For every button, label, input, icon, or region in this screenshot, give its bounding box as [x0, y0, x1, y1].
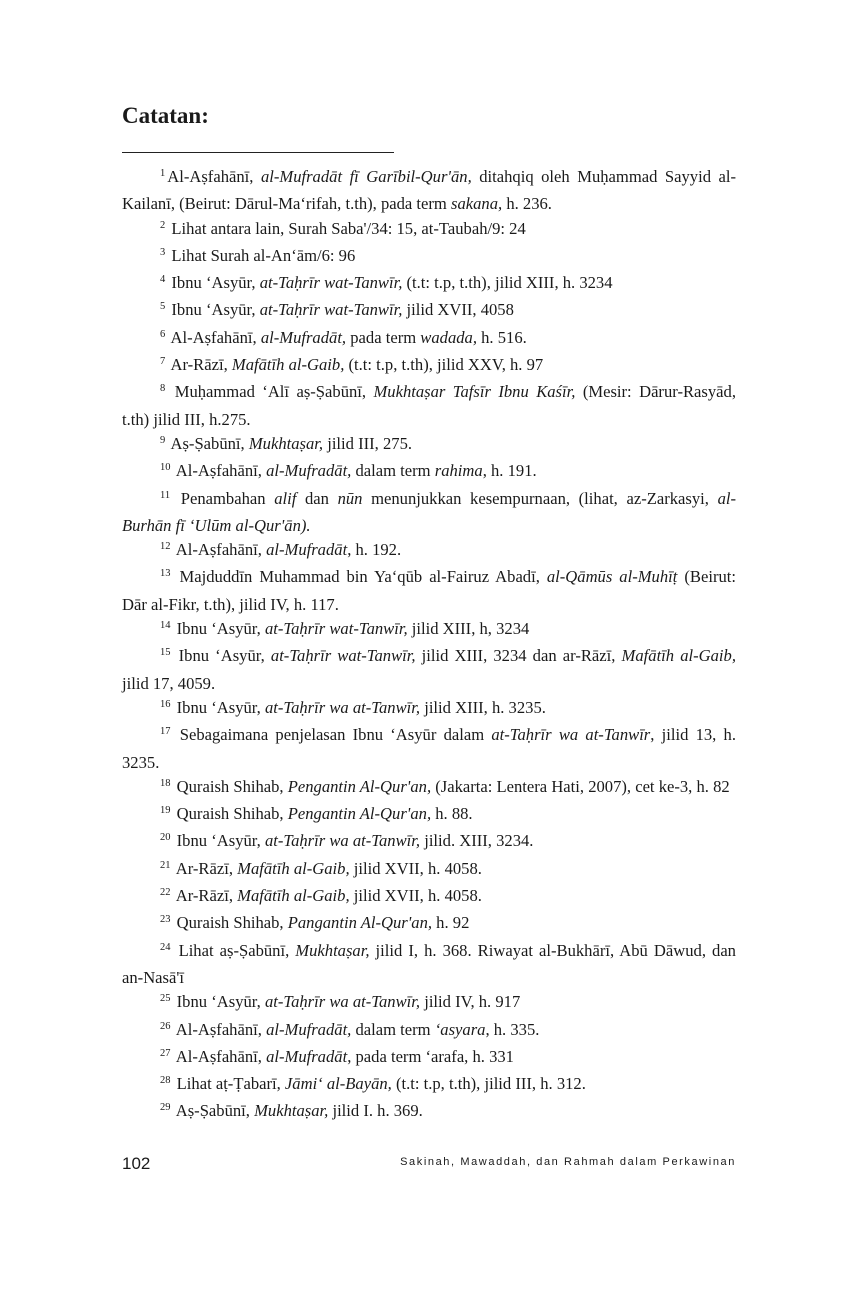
footnote	[122, 432, 736, 459]
footnote-text: Al-Aṣfahānī,	[175, 540, 267, 560]
footnote	[122, 802, 736, 829]
footnote-italic-text: at-Taḥrīr wat-Tanwīr,	[259, 300, 403, 320]
footnote-text: jilid XIII, h. 3235.	[420, 697, 546, 717]
footnote-italic-text: al-Mufradāt,	[260, 327, 347, 347]
footnote-number: 25	[160, 993, 171, 1005]
footnote-number: 18	[160, 777, 171, 789]
footnote-number: 26	[160, 1020, 171, 1032]
footnote-italic-text: ‘asyara	[434, 1019, 486, 1039]
footnote-text: , jilid 13, h. 3235.	[122, 725, 736, 772]
footnote-text: pada term	[346, 327, 421, 347]
footnote-text: Aṣ-Ṣabūnī,	[170, 433, 249, 453]
footnote-text: Lihat aṭ-Ṭabarī,	[176, 1074, 285, 1094]
footnote-text: dalam term	[351, 461, 435, 481]
footnote-number: 3	[160, 246, 166, 258]
footnote-text: Ibnu ‘Asyūr,	[171, 273, 260, 293]
footnote	[122, 538, 736, 565]
footnote-italic-text: Mafātīh al-Gaib,	[237, 858, 350, 878]
footnote-text: Ibnu ‘Asyūr,	[171, 300, 260, 320]
footnote-text: Ar-Rāzī,	[175, 886, 238, 906]
footnote-italic-text: al-Mufradāt fī Garībil-Qur'ān,	[260, 167, 472, 186]
footnote-italic-text: at-Taḥrīr wat-Tanwīr,	[270, 646, 416, 666]
footnote-number: 6	[160, 328, 166, 340]
footnote-italic-text: al-Mufradāt,	[266, 461, 352, 481]
footnote-text: Al-Aṣfahānī,	[175, 1019, 267, 1039]
footnote	[122, 1072, 736, 1099]
footnote	[122, 939, 736, 991]
footnote-italic-text: at-Taḥrīr wat-Tanwīr,	[259, 273, 403, 293]
footnote-text: jilid 17, 4059.	[122, 673, 216, 693]
footnote	[122, 696, 736, 723]
footnote-number: 17	[160, 726, 171, 738]
footnote-text: Ibnu ‘Asyūr,	[176, 992, 265, 1012]
footnote-text: Ibnu ‘Asyūr,	[178, 646, 271, 666]
footnote-number: 13	[160, 568, 171, 580]
footnote-text: h. 236.	[502, 194, 552, 214]
footnote	[122, 244, 736, 271]
footnote-italic-text: at-Taḥrīr wa at-Tanwīr,	[264, 992, 421, 1012]
footnote-text: (Jakarta: Lentera Hati, 2007), cet ke-3, h. 82	[431, 776, 730, 796]
footnote-number: 10	[160, 462, 171, 474]
footnote-italic-text: al-Mufradāt	[266, 540, 348, 560]
footnote-number: 14	[160, 620, 171, 632]
footnote-number: 11	[160, 489, 171, 501]
footnote-text: Sebagaimana penjelasan Ibnu ‘Asyūr dalam	[179, 725, 492, 745]
footnote-text: jilid I, h. 368. Riwayat al-Bukhārī, Abū Dāwud, dan an-Nasā'ī	[122, 940, 736, 987]
footnote-number: 28	[160, 1075, 171, 1087]
footnote-italic-text: Pengantin Al-Qur'an,	[287, 804, 432, 824]
footnote	[122, 380, 736, 432]
footnote-italic-text: rahima	[434, 461, 483, 481]
footnote-text: (t.t: t.p, t.th), jilid III, h. 312.	[391, 1074, 586, 1094]
footnote-number: 7	[160, 356, 166, 368]
footnote-italic-text: at-Taḥrīr wa at-Tanwīr	[491, 725, 651, 745]
footnote	[122, 617, 736, 644]
footnote-number: 16	[160, 698, 171, 710]
footnote-italic-text: al-Qāmūs al-Muhīṭ	[546, 567, 678, 587]
footnote-italic-text: Mafātīh al-Gaib,	[237, 886, 350, 906]
footnote-text: , h. 192.	[347, 540, 402, 560]
footnote-text: , h. 335.	[485, 1019, 540, 1039]
footnote-number: 27	[160, 1047, 171, 1059]
footnote-italic-text: Mukhtaṣar,	[295, 940, 370, 960]
footnote-text: , pada term ‘arafa, h. 331	[347, 1046, 514, 1066]
footnote-text: h. 92	[432, 913, 470, 933]
footnote	[122, 911, 736, 938]
footnote-italic-text: at-Taḥrīr wa at-Tanwīr,	[264, 831, 421, 851]
footnote-text: dan	[296, 488, 338, 508]
footnote	[122, 644, 736, 696]
footnote-italic-text: sakana,	[451, 194, 503, 214]
footnote-italic-text: Mukhtaṣar,	[248, 433, 324, 453]
footnote-text: h. 516.	[476, 327, 527, 347]
footnote-text: , h. 191.	[482, 461, 537, 481]
footnote	[122, 884, 736, 911]
footnote-text: Al-Aṣfahānī,	[175, 461, 267, 481]
footnote-text: jilid. XIII, 3234.	[420, 831, 534, 851]
footnote	[122, 326, 736, 353]
footnote-italic-text: wadada,	[420, 327, 477, 347]
footnote-number: 9	[160, 434, 166, 446]
footnote-number: 15	[160, 647, 171, 659]
footnote	[122, 217, 736, 244]
footnote-italic-text: Mukhtaṣar Tafsīr Ibnu Kaśīr,	[373, 382, 576, 402]
footnote-text: dalam term	[351, 1019, 435, 1039]
footnote-text: Ibnu ‘Asyūr,	[176, 831, 265, 851]
footnote-italic-text: Pangantin Al-Qur'an,	[287, 913, 433, 933]
footnote	[122, 353, 736, 380]
footnote-number: 21	[160, 859, 171, 871]
footnote-number: 23	[160, 914, 171, 926]
footnote	[122, 271, 736, 298]
footnote	[122, 857, 736, 884]
footnote	[122, 723, 736, 775]
footnote	[122, 459, 736, 486]
footnote-italic-text: Mukhtaṣar,	[254, 1101, 329, 1121]
footnote-text: Quraish Shihab,	[176, 913, 288, 933]
footnote-number: 5	[160, 301, 166, 313]
footnote-text: jilid III, 275.	[323, 433, 413, 453]
footnote-text: Al-Aṣfahānī,	[167, 167, 261, 186]
running-footer-title: Sakinah, Mawaddah, dan Rahmah dalam Perkawinan	[400, 1156, 736, 1168]
footnote-text: ditahqiq oleh Muḥammad Sayyid al-Kailanī, (Beirut: Dārul-Ma‘rifah, t.th), pada term	[122, 167, 736, 214]
footnote-text: jilid XIII, h, 3234	[407, 619, 530, 639]
footnote-number: 2	[160, 219, 166, 231]
footnote-number: 4	[160, 274, 166, 286]
footnote-text: Lihat antara lain, Surah Saba'/34: 15, at-Taubah/9: 24	[171, 218, 526, 238]
footnote	[122, 1018, 736, 1045]
footnote-number: 29	[160, 1102, 171, 1114]
footnote-number: 8	[160, 383, 166, 395]
footnote-italic-text: Jāmi‘ al-Bayān,	[284, 1074, 392, 1094]
footnote-number: 22	[160, 887, 171, 899]
footnote-text: Quraish Shihab,	[176, 776, 288, 796]
footnote-italic-text: at-Taḥrīr wat-Tanwīr,	[264, 619, 408, 639]
footnote-number: 20	[160, 832, 171, 844]
page-number: 102	[122, 1154, 151, 1173]
footnote-number: 19	[160, 805, 171, 817]
footnote-text: Al-Aṣfahānī,	[175, 1046, 267, 1066]
footnote	[122, 775, 736, 802]
footnote	[122, 1099, 736, 1126]
footnote	[122, 829, 736, 856]
footnotes-list	[122, 165, 736, 1127]
footnote-text: Quraish Shihab,	[176, 804, 288, 824]
footnote-text: Lihat Surah al-An‘ām/6: 96	[171, 245, 356, 265]
footnote-italic-text: at-Taḥrīr wa at-Tanwīr,	[264, 697, 421, 717]
footnote	[122, 165, 736, 217]
footnote-rule	[122, 152, 394, 153]
footnote-italic-text: Mafātīh al-Gaib,	[231, 355, 345, 375]
footnote-text: jilid IV, h. 917	[420, 992, 521, 1012]
footnote-italic-text: al-Mufradāt,	[266, 1019, 352, 1039]
page-heading: Catatan:	[122, 103, 209, 128]
footnote-text: Majduddīn Muhammad bin Ya‘qūb al-Fairuz Abadī,	[179, 567, 547, 587]
footnote-text: (t.t: t.p, t.th), jilid XIII, h. 3234	[402, 273, 613, 293]
footnote	[122, 990, 736, 1017]
footnote-text: Ibnu ‘Asyūr,	[176, 697, 265, 717]
footnote-text: jilid XVII, h. 4058.	[349, 858, 482, 878]
footnote-text: Penambahan	[180, 488, 275, 508]
footnote	[122, 1045, 736, 1072]
footnote-text: Lihat aṣ-Ṣabūnī,	[178, 940, 296, 960]
footnote-text: jilid XVII, h. 4058.	[349, 886, 482, 906]
footnote-text: jilid XIII, 3234 dan ar-Rāzī,	[415, 646, 622, 666]
footnote-text: (Mesir: Dārur-Rasyād, t.th) jilid III, h.275.	[122, 382, 736, 429]
footnote-text: Ar-Rāzī,	[170, 355, 232, 375]
footnote-text: Ibnu ‘Asyūr,	[176, 619, 265, 639]
footnote-text: jilid I. h. 369.	[328, 1101, 423, 1121]
footnote-text: (t.t: t.p, t.th), jilid XXV, h. 97	[344, 355, 544, 375]
footnote-italic-text: Pengantin Al-Qur'an,	[287, 776, 432, 796]
footnote	[122, 487, 736, 539]
footnote	[122, 565, 736, 617]
footnote-italic-text: nūn	[337, 488, 363, 508]
footnote-number: 1	[160, 168, 166, 179]
footnote-number: 12	[160, 541, 171, 553]
footnote-italic-text: Mafātīh al-Gaib,	[621, 646, 736, 666]
footnote-text: Al-Aṣfahānī,	[170, 327, 261, 347]
footnote-text: jilid XVII, 4058	[402, 300, 514, 320]
footnote-italic-text: alif	[274, 488, 297, 508]
footnote-text: Ar-Rāzī,	[175, 858, 238, 878]
footnote-text: Aṣ-Ṣabūnī,	[175, 1101, 255, 1121]
footnote-number: 24	[160, 941, 171, 953]
footnote-text: h. 88.	[431, 804, 473, 824]
footnote-text: (Beirut: Dār al-Fikr, t.th), jilid IV, h. 117.	[122, 567, 736, 614]
footnote-text: menunjukkan kesempurnaan, (lihat, az-Zarkasyi,	[362, 488, 718, 508]
footnote-italic-text: al-Burhān fī ‘Ulūm al-Qur'ān).	[122, 488, 736, 535]
footnote-italic-text: al-Mufradāt	[266, 1046, 348, 1066]
footnote	[122, 298, 736, 325]
footnote-text: Muḥammad ‘Alī aṣ-Ṣabūnī,	[174, 382, 374, 402]
